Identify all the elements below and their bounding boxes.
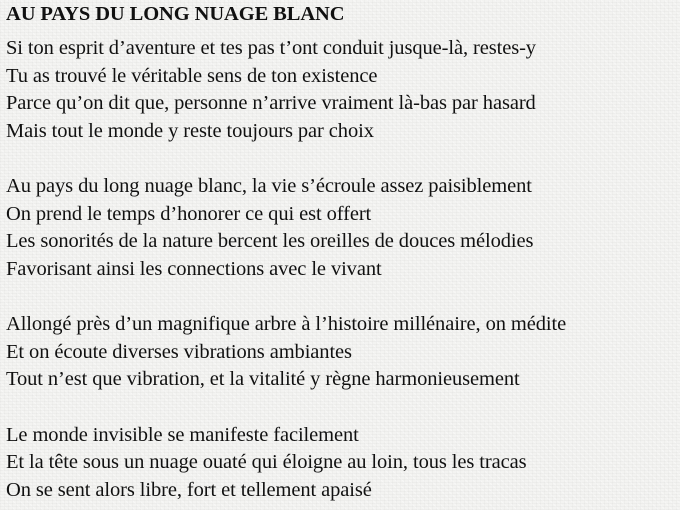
stanza-1 <box>6 35 676 145</box>
poem-line: Le monde invisible se manifeste facilement <box>6 423 359 446</box>
poem-line: Tout n’est que vibration, et la vitalité y règne harmonieusement <box>6 368 520 390</box>
poem-line: Tu as trouvé le véritable sens de ton existence <box>6 64 378 87</box>
stanza-3 <box>6 311 676 394</box>
poem-line: Et on écoute diverses vibrations ambiantes <box>6 340 352 363</box>
poem-line: Et la tête sous un nuage ouaté qui éloigne au loin, tous les tracas <box>6 451 527 473</box>
poem-line: Parce qu’on dit que, personne n’arrive vraiment là-bas par hasard <box>6 92 536 114</box>
poem-line: Si ton esprit d’aventure et tes pas t’ont conduit jusque-là, restes-y <box>6 37 536 59</box>
poem-line: Allongé près d’un magnifique arbre à l’histoire millénaire, on médite <box>6 313 567 335</box>
poem-line: Au pays du long nuage blanc, la vie s’écroule assez paisiblement <box>6 175 532 197</box>
stanza-2 <box>6 173 676 283</box>
poem-line: On se sent alors libre, fort et tellement apaisé <box>6 478 372 501</box>
poem-page <box>6 0 676 510</box>
stanza-4 <box>6 422 676 505</box>
poem-title: AU PAYS DU LONG NUAGE BLANC <box>6 3 345 25</box>
poem-line: Favorisant ainsi les connections avec le vivant <box>6 257 382 280</box>
poem-line: On prend le temps d’honorer ce qui est offert <box>6 202 372 225</box>
poem-line: Mais tout le monde y reste toujours par choix <box>6 119 374 142</box>
poem-line: Les sonorités de la nature bercent les oreilles de douces mélodies <box>6 230 534 252</box>
